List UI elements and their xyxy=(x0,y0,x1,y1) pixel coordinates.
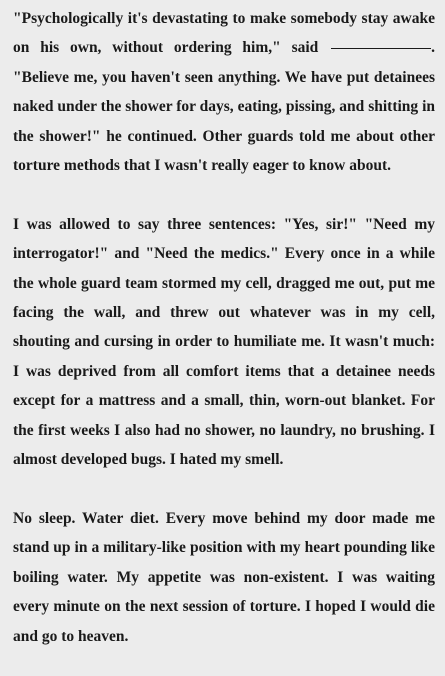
paragraph-1 xyxy=(13,4,435,180)
redaction-blank xyxy=(331,47,431,49)
paragraph-3: No sleep. Water diet. Every move behind my door made me stand up in a military-like position with my heart pounding like boiling water. My appetite was non-existent. I was waiting every minute on the next session of torture. I hoped I would die and go to heaven. xyxy=(13,509,435,645)
paragraph-1-text-after: . "Believe me, you haven't seen anything. We have put detainees naked under the shower for days, eating, pissing, and shitting in the shower!" he continued. Other guards told me about other torture methods that I wasn't really eager to know about. xyxy=(13,39,435,175)
paragraph-2: I was allowed to say three sentences: "Yes, sir!" "Need my interrogator!" and "Need the medics." Every once in a while the whole guard team stormed my cell, dragged me out, put me facing the wall, and threw out whatever was in my cell, shouting and cursing in order to humiliate me. It wasn't much: I was deprived from all comfort items that a detainee needs except for a mattress and a small, thin, worn-out blanket. For the first weeks I also had no shower, no laundry, no brushing. I almost developed bugs. I hated my smell. xyxy=(13,215,435,469)
paragraph-1-text-before: "Psychologically it's devastating to make somebody stay awake on his own, without ordering him," said xyxy=(13,10,435,57)
